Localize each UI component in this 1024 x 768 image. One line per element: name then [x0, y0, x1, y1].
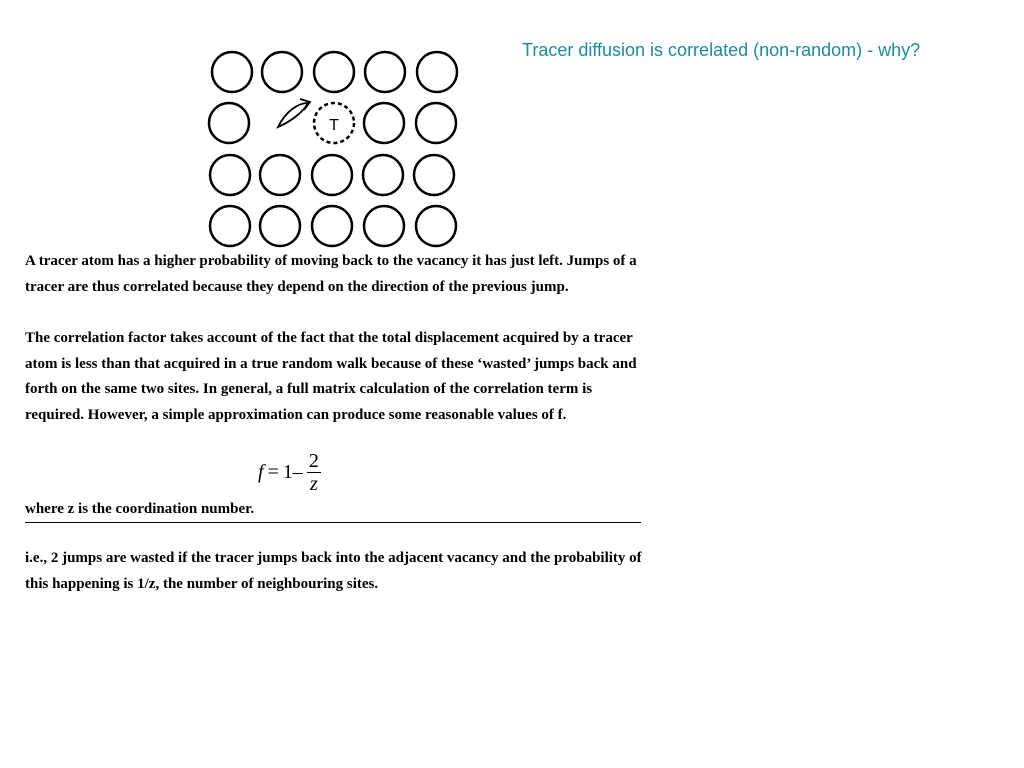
paragraph-correlation-factor: The correlation factor takes account of the fact that the total displacement acquired by a tracer atom is less than that acquired in a true random walk because of these ‘wasted’ jumps back and forth on the same two sites. In general, a full matrix calculation of the correlation term is required. However, a simple approximation can produce some reasonable values of f.: [25, 330, 637, 423]
formula-lhs: f: [258, 461, 264, 483]
formula-fraction: [307, 450, 321, 495]
lattice-atom: [416, 103, 456, 143]
lattice-atom: [414, 155, 454, 195]
lattice-atom: [312, 206, 352, 246]
correlation-formula: [258, 450, 321, 495]
paragraph-correlation-intro: A tracer atom has a higher probability of moving back to the vacancy it has just left. Jumps of a tracer are thus correlated because they depend on the direction of the previous jump.: [25, 253, 637, 295]
lattice-atom: [416, 206, 456, 246]
coordination-definition: where z is the coordination number.: [25, 501, 255, 517]
lattice-atom: [417, 52, 457, 92]
divider: [25, 522, 641, 523]
lattice-atom: [364, 103, 404, 143]
lattice-atom: [262, 52, 302, 92]
formula-numerator: 2: [308, 450, 319, 472]
lattice-atom: [365, 52, 405, 92]
lattice-atom: [260, 206, 300, 246]
lattice-atom: [210, 206, 250, 246]
lattice-atom: [212, 52, 252, 92]
formula-equals: =: [267, 461, 279, 483]
lattice-atom: [312, 155, 352, 195]
lattice-atom: [209, 103, 249, 143]
lattice-diagram: [200, 45, 470, 250]
slide-title: Tracer diffusion is correlated (non-random) - why?: [522, 40, 921, 60]
formula-one: 1: [282, 461, 293, 483]
formula-denominator: z: [309, 473, 318, 495]
lattice-atom: [364, 206, 404, 246]
paragraph-wasted-jumps: i.e., 2 jumps are wasted if the tracer jumps back into the adjacent vacancy and the probability of this happening is 1/z, the number of neighbouring sites.: [25, 550, 642, 592]
formula-minus: –: [292, 461, 303, 483]
jump-arrow-icon: [278, 103, 308, 127]
lattice-atom: [363, 155, 403, 195]
lattice-atom: [314, 52, 354, 92]
tracer-label: T: [329, 117, 339, 134]
lattice-atom: [210, 155, 250, 195]
lattice-atom: [260, 155, 300, 195]
